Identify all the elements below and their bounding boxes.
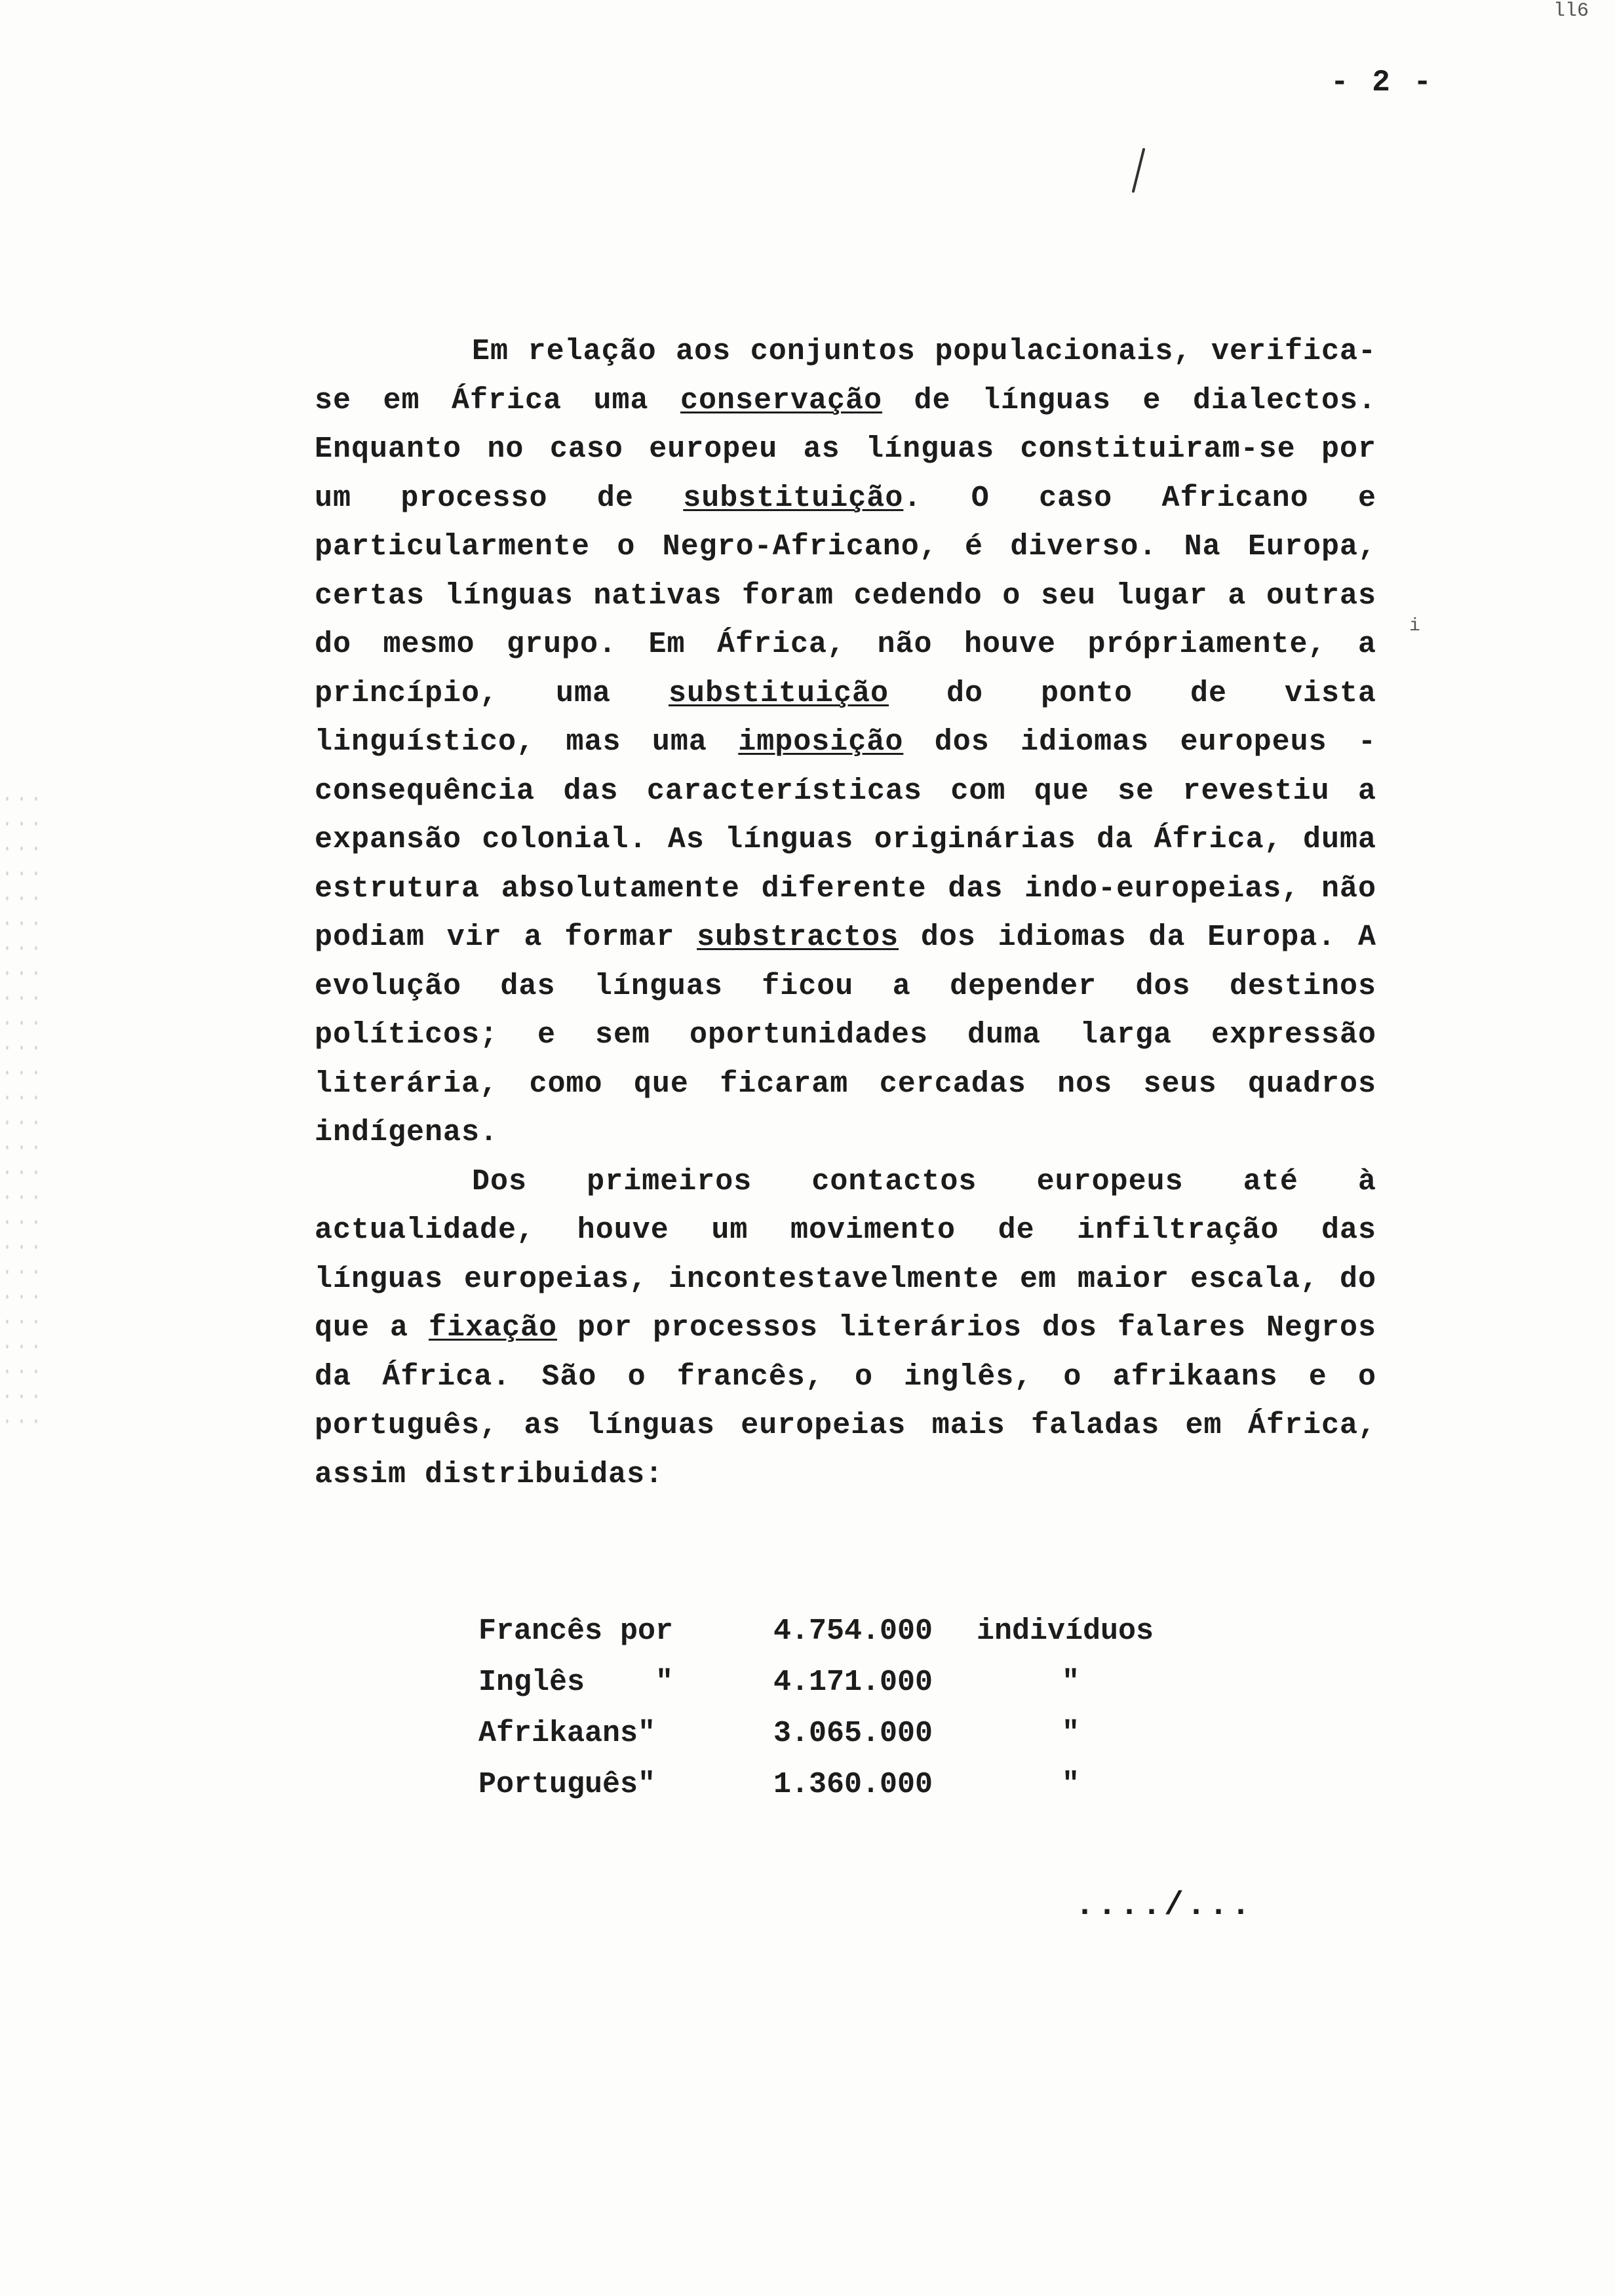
body-text [315,328,1376,1499]
text-run: dos idiomas da Europa. A evolução das línguas ficou a depender dos destinos políticos; e sem oportunidades duma larga expressão literária, como que ficaram cercadas nos seus quadros indígenas. [315,921,1376,1149]
underlined-term: substituição [669,676,889,710]
continuation-marker: ..../... [1075,1887,1254,1924]
unit-label: " [1062,1716,1080,1750]
text-run: . O caso Africano e particularmente o Negro-Africano, é diverso. Na Europa, certas línguas nativas foram cedendo o seu lugar a outras do mesmo grupo. Em África, não houve própriamente, a princípio, uma [315,481,1376,710]
table-row [478,1605,1272,1656]
unit-label: " [1062,1767,1080,1801]
language-name: Afrikaans" [478,1716,656,1750]
language-name: Português" [478,1767,656,1801]
speaker-count: 4.754.000 [773,1614,933,1648]
underlined-term: imposição [738,725,904,759]
underlined-term: fixação [428,1311,557,1345]
pen-stroke-mark [1132,148,1146,193]
underlined-term: substituição [683,481,904,515]
paragraph-2 [315,1158,1376,1500]
paragraph-1 [315,328,1376,1158]
corner-archive-mark: ll6 [1553,0,1589,22]
language-name: Inglês " [478,1665,674,1699]
table-row [478,1759,1272,1810]
text-run: dos idiomas europeus - consequência das características com que se revestiu a expansão colonial. As línguas originárias da África, duma estrutura absolutamente diferente das indo-europeias, não podiam vir a formar [315,725,1377,954]
margin-scan-specks [0,786,46,1442]
table-row [478,1656,1272,1708]
text-run: de línguas e dialectos. Enquanto no caso europeu as línguas constituiram-se por um processo de [315,383,1376,515]
underlined-term: substractos [697,921,899,954]
unit-label: " [1062,1665,1080,1699]
stray-margin-mark: i [1409,616,1420,636]
language-speakers-table [478,1605,1272,1810]
text-run: Dos primeiros contactos europeus até à actualidade, houve um movimento de infiltração das línguas europeias, incontestavelmente em maior escala, do que a [315,1164,1376,1345]
underlined-term: conservação [680,383,883,417]
speaker-count: 1.360.000 [773,1767,933,1801]
table-row [478,1708,1272,1759]
language-name: Francês por [478,1614,674,1648]
text-run: por processos literários dos falares Negros da África. São o francês, o inglês, o afrikaans e o português, as línguas europeias mais faladas em África, assim distribuidas: [315,1311,1376,1491]
text-run: do ponto de vista linguístico, mas uma [315,676,1376,759]
speaker-count: 4.171.000 [773,1665,933,1699]
page-number: - 2 - [1331,66,1435,100]
unit-label: indivíduos [977,1614,1154,1648]
text-run: Em relação aos conjuntos populacionais, verifica-se em África uma [315,335,1376,417]
speaker-count: 3.065.000 [773,1716,933,1750]
